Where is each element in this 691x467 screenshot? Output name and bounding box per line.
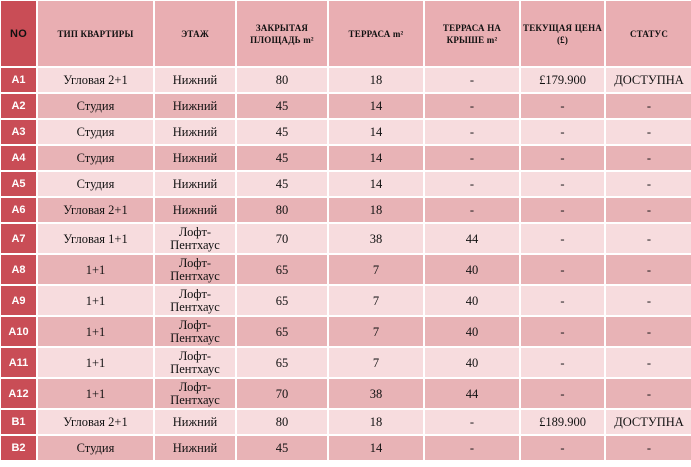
- cell-status: -: [606, 224, 691, 253]
- cell-terrace: 7: [329, 255, 423, 284]
- cell-status: -: [606, 317, 691, 346]
- cell-price: -: [521, 146, 604, 170]
- cell-floor: Нижний: [155, 198, 235, 222]
- cell-price: £189.900: [521, 410, 604, 434]
- cell-floor: Лофт-Пентхаус: [155, 224, 235, 253]
- cell-no: A2: [1, 94, 36, 118]
- cell-type: Студия: [38, 172, 153, 196]
- cell-price: -: [521, 255, 604, 284]
- header-type: ТИП КВАРТИРЫ: [38, 1, 153, 66]
- cell-no: A4: [1, 146, 36, 170]
- table-row: [1, 198, 691, 222]
- cell-floor: Нижний: [155, 94, 235, 118]
- cell-floor: Нижний: [155, 68, 235, 92]
- header-terrace: ТЕРРАСА m²: [329, 1, 423, 66]
- cell-roof-terrace: 40: [425, 317, 519, 346]
- table-row: [1, 172, 691, 196]
- table-row: [1, 379, 691, 408]
- cell-type: Угловая 2+1: [38, 68, 153, 92]
- table-row: [1, 317, 691, 346]
- table-row: [1, 224, 691, 253]
- cell-roof-terrace: -: [425, 436, 519, 460]
- cell-price: -: [521, 348, 604, 377]
- cell-status: -: [606, 286, 691, 315]
- cell-terrace: 14: [329, 436, 423, 460]
- cell-type: Студия: [38, 94, 153, 118]
- cell-type: Студия: [38, 436, 153, 460]
- cell-no: A9: [1, 286, 36, 315]
- header-price: ТЕКУЩАЯ ЦЕНА (£): [521, 1, 604, 66]
- table-row: [1, 120, 691, 144]
- cell-terrace: 38: [329, 224, 423, 253]
- cell-roof-terrace: 40: [425, 286, 519, 315]
- cell-type: 1+1: [38, 286, 153, 315]
- cell-floor: Лофт-Пентхаус: [155, 255, 235, 284]
- cell-price: -: [521, 172, 604, 196]
- table-row: [1, 94, 691, 118]
- cell-terrace: 14: [329, 146, 423, 170]
- cell-price: -: [521, 379, 604, 408]
- cell-no: A3: [1, 120, 36, 144]
- cell-terrace: 14: [329, 120, 423, 144]
- cell-terrace: 7: [329, 348, 423, 377]
- cell-closed-area: 45: [237, 146, 327, 170]
- cell-type: Угловая 2+1: [38, 410, 153, 434]
- cell-type: 1+1: [38, 317, 153, 346]
- cell-closed-area: 70: [237, 379, 327, 408]
- cell-status: -: [606, 198, 691, 222]
- cell-floor: Лофт-Пентхаус: [155, 317, 235, 346]
- cell-closed-area: 45: [237, 172, 327, 196]
- cell-roof-terrace: 44: [425, 379, 519, 408]
- cell-terrace: 18: [329, 410, 423, 434]
- cell-status: -: [606, 172, 691, 196]
- cell-roof-terrace: -: [425, 120, 519, 144]
- cell-price: -: [521, 94, 604, 118]
- table-row: [1, 255, 691, 284]
- cell-closed-area: 65: [237, 286, 327, 315]
- cell-terrace: 18: [329, 198, 423, 222]
- cell-floor: Нижний: [155, 436, 235, 460]
- cell-price: -: [521, 198, 604, 222]
- cell-type: 1+1: [38, 348, 153, 377]
- cell-type: Студия: [38, 120, 153, 144]
- cell-closed-area: 65: [237, 348, 327, 377]
- cell-closed-area: 70: [237, 224, 327, 253]
- table-row: [1, 146, 691, 170]
- cell-roof-terrace: -: [425, 410, 519, 434]
- cell-roof-terrace: -: [425, 94, 519, 118]
- cell-no: A1: [1, 68, 36, 92]
- cell-floor: Нижний: [155, 410, 235, 434]
- header-closed-area: ЗАКРЫТАЯ ПЛОЩАДЬ m²: [237, 1, 327, 66]
- cell-no: A10: [1, 317, 36, 346]
- cell-terrace: 7: [329, 286, 423, 315]
- cell-closed-area: 65: [237, 317, 327, 346]
- cell-price: -: [521, 286, 604, 315]
- cell-roof-terrace: -: [425, 172, 519, 196]
- header-floor: ЭТАЖ: [155, 1, 235, 66]
- cell-terrace: 38: [329, 379, 423, 408]
- cell-no: A5: [1, 172, 36, 196]
- cell-closed-area: 80: [237, 68, 327, 92]
- cell-status: -: [606, 94, 691, 118]
- cell-floor: Лофт-Пентхаус: [155, 348, 235, 377]
- table-row: [1, 436, 691, 460]
- cell-closed-area: 45: [237, 94, 327, 118]
- cell-roof-terrace: 40: [425, 255, 519, 284]
- cell-price: -: [521, 436, 604, 460]
- cell-no: A12: [1, 379, 36, 408]
- header-no: NO: [1, 1, 36, 66]
- table-row: [1, 68, 691, 92]
- cell-roof-terrace: -: [425, 68, 519, 92]
- cell-status: -: [606, 348, 691, 377]
- table-row: [1, 348, 691, 377]
- cell-terrace: 14: [329, 172, 423, 196]
- cell-type: 1+1: [38, 255, 153, 284]
- cell-price: -: [521, 120, 604, 144]
- cell-terrace: 14: [329, 94, 423, 118]
- cell-closed-area: 80: [237, 410, 327, 434]
- cell-no: B2: [1, 436, 36, 460]
- cell-type: Студия: [38, 146, 153, 170]
- cell-no: A8: [1, 255, 36, 284]
- cell-floor: Лофт-Пентхаус: [155, 379, 235, 408]
- cell-status: -: [606, 146, 691, 170]
- cell-type: Угловая 1+1: [38, 224, 153, 253]
- cell-floor: Лофт-Пентхаус: [155, 286, 235, 315]
- cell-type: Угловая 2+1: [38, 198, 153, 222]
- cell-no: A11: [1, 348, 36, 377]
- cell-roof-terrace: 40: [425, 348, 519, 377]
- table-row: [1, 286, 691, 315]
- header-roof-terrace: ТЕРРАСА НА КРЫШЕ m²: [425, 1, 519, 66]
- header-status: СТАТУС: [606, 1, 691, 66]
- cell-closed-area: 80: [237, 198, 327, 222]
- cell-closed-area: 65: [237, 255, 327, 284]
- cell-floor: Нижний: [155, 146, 235, 170]
- cell-status: -: [606, 120, 691, 144]
- cell-no: B1: [1, 410, 36, 434]
- cell-roof-terrace: 44: [425, 224, 519, 253]
- cell-price: -: [521, 317, 604, 346]
- cell-terrace: 18: [329, 68, 423, 92]
- cell-closed-area: 45: [237, 436, 327, 460]
- cell-status: -: [606, 379, 691, 408]
- cell-roof-terrace: -: [425, 146, 519, 170]
- cell-closed-area: 45: [237, 120, 327, 144]
- cell-floor: Нижний: [155, 172, 235, 196]
- cell-roof-terrace: -: [425, 198, 519, 222]
- cell-type: 1+1: [38, 379, 153, 408]
- cell-price: £179.900: [521, 68, 604, 92]
- cell-price: -: [521, 224, 604, 253]
- cell-status: -: [606, 436, 691, 460]
- cell-no: A6: [1, 198, 36, 222]
- cell-terrace: 7: [329, 317, 423, 346]
- cell-status: ДОСТУПНА: [606, 410, 691, 434]
- cell-status: -: [606, 255, 691, 284]
- header-row: [1, 1, 691, 66]
- cell-status: ДОСТУПНА: [606, 68, 691, 92]
- cell-no: A7: [1, 224, 36, 253]
- cell-floor: Нижний: [155, 120, 235, 144]
- table-row: [1, 410, 691, 434]
